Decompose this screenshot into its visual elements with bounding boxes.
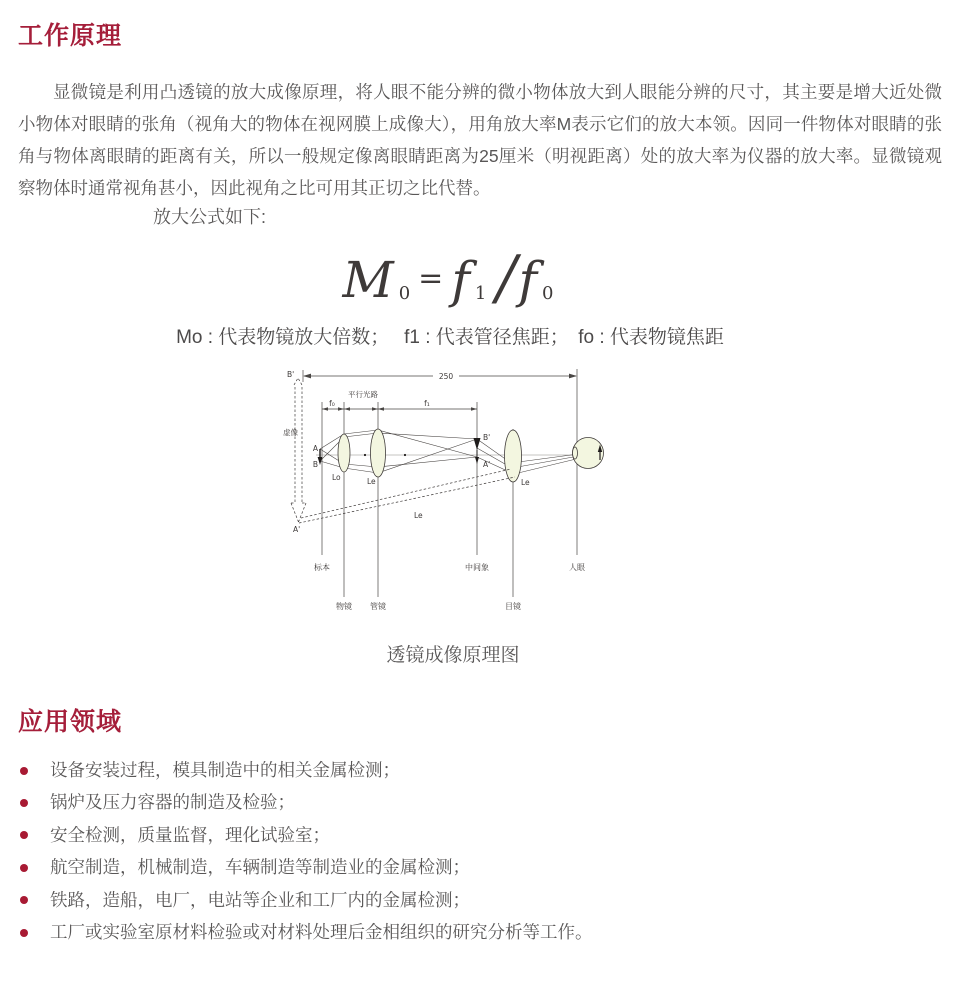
label-f0: f₀	[329, 399, 335, 408]
label-Le-eyepiece: Le	[521, 478, 530, 487]
formula-f1: f	[451, 251, 470, 309]
list-item: 锅炉及压力容器的制造及检验；	[18, 786, 942, 818]
list-item: 航空制造，机械制造，车辆制造等制造业的金属检测；	[18, 851, 942, 883]
label-f1: f₁	[424, 399, 430, 408]
formula-f1-subscript: 1	[474, 283, 487, 304]
dim-parallel-arrow-right	[372, 407, 378, 411]
label-B-virtual: B'	[287, 370, 295, 379]
label-Le-dashed: Le	[414, 511, 423, 520]
dim-parallel-arrow-left	[344, 407, 350, 411]
formula-M: M	[342, 251, 394, 309]
principle-paragraph: 显微镜是利用凸透镜的放大成像原理，将人眼不能分辨的微小物体放大到人眼能分辨的尺寸，其主要是增大近处微小物体对眼睛的张角（视角大的物体在视网膜上成像大），用角放大率M表示它们的放大本领。因同一件物体对眼睛的张角与物体离眼睛的距离有关，所以一般规定像离眼睛距离为25厘米（明视距离）处的放大率为仪器的放大率。显微镜观察物体时通常视角甚小，因此视角之比可用其正切之比代替。	[18, 82, 942, 198]
label-eyepiece: 目镜	[505, 602, 521, 611]
label-objective: 物镜	[336, 602, 352, 611]
ray-lines	[320, 430, 601, 474]
magnification-formula	[0, 243, 932, 313]
eyepiece-lens	[505, 430, 522, 482]
formula-M-subscript: 0	[398, 283, 411, 304]
dim-250-arrow-left	[303, 374, 311, 379]
dim-f0-arrow-left	[322, 407, 328, 411]
formula-intro-label: 放大公式如下:	[153, 207, 267, 227]
formula-f0: f	[518, 251, 538, 309]
virtual-arrow-top	[294, 378, 302, 385]
label-B-image: B'	[483, 433, 491, 442]
applications-list	[0, 754, 960, 948]
objective-lens	[338, 434, 350, 472]
applications-section	[0, 708, 960, 948]
label-B: B	[312, 460, 318, 469]
construction-dash-lower	[299, 477, 515, 523]
intermediate-arrow-head-top	[474, 438, 481, 450]
list-item: 铁路，造船，电厂，电站等企业和工厂内的金属检测；	[18, 884, 942, 916]
label-tube-lens: 管镜	[370, 602, 386, 611]
label-specimen: 标本	[314, 563, 330, 572]
eye-lens	[573, 447, 578, 459]
label-Lo: Lo	[332, 473, 341, 482]
lens-imaging-diagram	[283, 365, 623, 633]
dim-250-label: 250	[438, 372, 454, 381]
formula-equals: =	[418, 261, 444, 296]
label-parallel-path: 平行光路	[348, 390, 378, 399]
label-A-virtual: A'	[293, 525, 301, 534]
virtual-arrow-head-right	[299, 503, 307, 522]
section-title-working-principle: 工作原理	[18, 22, 123, 50]
list-item: 设备安装过程，模具制造中的相关金属检测；	[18, 754, 942, 786]
formula-slash: /	[496, 243, 517, 313]
label-intermediate-image: 中间象	[465, 563, 489, 572]
dim-250-arrow-right	[569, 374, 577, 379]
intermediate-arrow-head-bottom	[475, 457, 479, 464]
list-item: 工厂或实验室原材料检验或对材料处理后金相组织的研究分析等工作。	[18, 916, 942, 948]
section-title-applications: 应用领域	[18, 708, 123, 736]
label-Le-tube: Le	[367, 477, 376, 486]
label-A: A	[312, 444, 318, 453]
formula-legend: Mo : 代表物镜放大倍数； f1 : 代表管径焦距； fo : 代表物镜焦距	[176, 327, 724, 348]
dim-f0-arrow-right	[338, 407, 344, 411]
lens-imaging-diagram-svg	[283, 365, 623, 633]
focal-point-dot-1	[364, 454, 366, 456]
label-virtual-image: 虚像	[283, 428, 298, 437]
diagram-caption: 透镜成像原理图	[386, 645, 520, 666]
formula-f0-subscript: 0	[542, 283, 554, 304]
label-A-image: A'	[483, 460, 491, 469]
dim-f1-arrow-left	[378, 407, 384, 411]
list-item: 安全检测，质量监督，理化试验室；	[18, 819, 942, 851]
label-eye: 人眼	[569, 563, 585, 572]
virtual-arrow-head-left	[291, 503, 299, 522]
tube-lens	[371, 429, 386, 477]
dim-f1-arrow-right	[471, 407, 477, 411]
focal-point-dot-2	[404, 454, 406, 456]
